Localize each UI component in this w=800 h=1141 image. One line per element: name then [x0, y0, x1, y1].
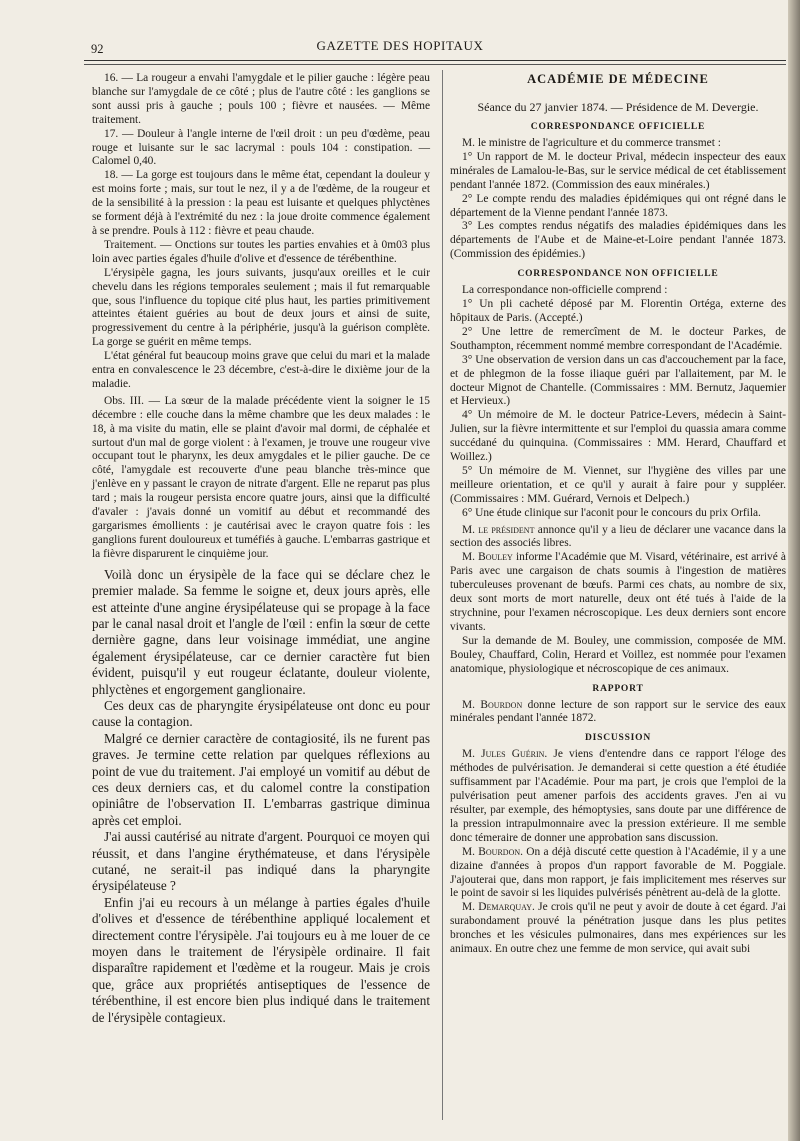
- observation-day-16: 16. — La rougeur a envahi l'amygdale et le pilier gauche : légère peau blanche sur l'amygdale de ce côté ; plus de l'autre côté : les ganglions se sont aussi pris à gauche ; pouls 100 ; fièvre et nausées. — Même traitement.: [92, 72, 430, 126]
- demarquay-remark: M. Demarquay. Je crois qu'il ne peut y avoir de doute à cet égard. J'ai surabondament prouvé la pénétration jusque dans les plus petites bronches et les vésicules pulmonaires, dans mes expériences sur les animaux. En outre chez une femme de mon service, qui avait subi: [450, 901, 787, 956]
- general-state-paragraph: L'état général fut beaucoup moins grave que celui du mari et la malade entra en convalescence le 23 décembre, c'est-à-dire le dixième jour de la maladie.: [92, 350, 430, 390]
- session-heading: Séance du 27 janvier 1874. — Présidence de M. Devergie.: [477, 100, 759, 114]
- unofficial-item-4: 4° Un mémoire de M. le docteur Patrice-Levers, médecin à Saint-Julien, sur la fièvre intermittente et sur l'emploi du quassia amara comme succédané du quinquina. (Commissaires : MM. Herard, Chauffard et Woillez.): [450, 409, 786, 464]
- official-intro: M. le ministre de l'agriculture et du commerce transmet :: [462, 137, 721, 149]
- speaker-name: M. Bourdon: [462, 698, 523, 711]
- unofficial-item-6: 6° Une étude clinique sur l'aconit pour le concours du prix Orfila.: [462, 506, 761, 519]
- official-correspondence-heading: CORRESPONDANCE OFFICIELLE: [530, 122, 706, 132]
- left-column: [92, 72, 430, 1026]
- header-rule: [84, 60, 786, 61]
- contagion-paragraph: Ces deux cas de pharyngite érysipélateuse ont donc eu pour cause la contagion.: [92, 697, 430, 730]
- bouley-report: M. Bouley informe l'Académie que M. Visard, vétérinaire, est arrivé à Paris avec une cargaison de chats soumis à l'ingestion de matières tuberculeuses provenant de bœufs. Parmi ces chats, au nombre de six, deux sont morts de mort naturelle, deux ont été tués à l'aide de la strychnine, pour l'examen nécroscopique. Les deux derniers sont encore vivants.: [450, 551, 786, 633]
- cauterization-paragraph: J'ai aussi cautérisé au nitrate d'argent. Pourquoi ce moyen qui réussit, et dans l'angine érythémateuse, et dans l'érysipèle cutané, ne serait-il pas indiqué dans la pharyngite érysipélateuse ?: [92, 829, 430, 894]
- unofficial-item-1: 1° Un pli cacheté déposé par M. Florentin Ortéga, externe des hôpitaux de Paris. (Accepté.): [450, 298, 786, 324]
- observation-day-17: 17. — Douleur à l'angle interne de l'œil droit : un peu d'œdème, peau rouge et luisante sur le sac lacrymal : pouls 104 : constipation. — Calomel 0,40.: [92, 127, 430, 168]
- column-divider: [442, 70, 443, 1120]
- page-number: 92: [91, 42, 104, 56]
- summary-paragraph: Voilà donc un érysipèle de la face qui se déclare chez le premier malade. Sa femme le soigne et, deux jours après, elle est atteinte d'une angine érysipélateuse qui se propage à la face par le canal nasal droit et l'angle de l'œil : enfin la sœur de cette dernière gagne, dans leur voisinage immédiat, une angine également érysipélateuse, car ce dernier caractère fut bien évident, puisqu'il y eut rougeur éclatante, douleur violente, phlyctènes et engorgement ganglionaire.: [92, 566, 430, 697]
- president-announcement: M. le président annonce qu'il y a lieu de déclarer une vacance dans la section des associés libres.: [450, 523, 787, 550]
- unofficial-intro: La correspondance non-officielle comprend :: [462, 284, 668, 297]
- official-item-1: 1° Un rapport de M. le docteur Prival, médecin inspecteur des eaux minérales de Lamalou-le-Bas, sur le service médical de cet établissement pendant l'année 1872. (Commission des eaux minérales.): [450, 150, 786, 191]
- unofficial-correspondence-heading: CORRESPONDANCE NON OFFICIELLE: [517, 269, 719, 280]
- speaker-name: M. Bourdon.: [462, 845, 523, 858]
- turpentine-paragraph: Enfin j'ai eu recours à un mélange à parties égales d'huile d'olives et d'essence de térébenthine appliqué localement et directement contre l'érysipèle. J'ai toujours eu à me louer de ce moyen dans le traitement de l'érysipèle ordinaire. Il fait disparaître rapidement et l'œdème et la rougeur. Mais je crois que, grâce aux propriétés antiseptiques de l'essence de térébenthine, il est encore bien plus indiqué dans le traitement de l'érysipèle contagieux.: [92, 894, 430, 1025]
- official-item-2: 2° Le compte rendu des maladies épidémiques qui ont régné dans le département de la Vienne pendant l'année 1873.: [450, 192, 786, 219]
- commission-paragraph: Sur la demande de M. Bouley, une commission, composée de MM. Bouley, Chauffard, Colin, Herard et Voillez, est nommée pour l'examen anatomique, physiologique et nécroscopique de ces animaux.: [450, 634, 786, 675]
- treatment-reflection-paragraph: Malgré ce dernier caractère de contagiosité, ils ne furent pas graves. Je termine cette relation par quelques réflexions au point de vue du traitement. J'ai employé un vomitif au début de ces deux derniers cas, et du calomel contre la constipation opiniâtre de l'observation II. L'embarras gastrique diminua après cet emploi.: [92, 730, 430, 828]
- guerin-remark: M. Jules Guérin. Je viens d'entendre dans ce rapport l'éloge des méthodes de pulvérisation. Je demanderai si cette question a été étudiée suffisamment par l'Académie. Pour ma part, je crois que l'emploi de la pulvérisation peut amener parfois des accidents graves. J'en ai vu résulter, par exemple, des hémoptysies, sans doute par une différence de la pression intrapulmonnaire avec la pression extérieure. Il me semble donc témeraire de donner une approbation sans discussion.: [450, 748, 786, 844]
- bourdon-reply: M. Bourdon. On a déjà discuté cette question à l'Académie, il y a une dizaine d'années à propos d'un rapport favorable de M. Poggiale. J'ajouterai que, dans mon rapport, je fais implicitement mes réserves sur le point de savoir si les liquides pulvérisés pénètrent au-delà de la glotte.: [450, 845, 786, 900]
- rapport-heading: RAPPORT: [592, 683, 644, 694]
- header-rule-thin: [84, 64, 786, 65]
- observation-day-18: 18. — La gorge est toujours dans le même état, cependant la douleur y est moins forte ; mais, sur tout le nez, il y a de l'œdème, de la rougeur et de la sensibilité à la pression : la peau est luisante et quelques phlyctènes se forment déjà à l'extrémité du nez : la joue droite commence également à se prendre. Pouls à 112 : fièvre et peau chaude.: [92, 169, 430, 237]
- speaker-name: M. Bouley: [462, 551, 513, 564]
- speaker-name: M. Jules Guérin.: [462, 748, 548, 761]
- running-head: GAZETTE DES HOPITAUX: [316, 38, 484, 53]
- unofficial-item-3: 3° Une observation de version dans un cas d'accouchement par la face, et de phlegmon de la fosse iliaque guéri par l'allaitement, par M. le docteur Mignot de Chantelle. (Commissaires : MM. Bernutz, Jaquemier et Hervieux.): [450, 353, 786, 408]
- treatment-paragraph: Traitement. — Onctions sur toutes les parties envahies et à 0m03 plus loin avec parties égales d'huile d'olive et d'essence de térébenthine.: [92, 238, 430, 265]
- erysipelas-progress-paragraph: L'érysipèle gagna, les jours suivants, jusqu'aux oreilles et le cuir chevelu dans les régions temporales seulement ; mais il fut remarquable que, sous l'influence du topique cité plus haut, les parties primitivement atteintes étaient guéries au bout de deux jours et ainsi de suite, progressivement du centre à la périphérie, jusqu'à la guérison complète. La gorge se guérit en même temps.: [92, 266, 430, 349]
- unofficial-item-2: 2° Une lettre de remercîment de M. le docteur Parkes, de Southampton, récemment nommé membre correspondant de l'Académie.: [450, 325, 786, 352]
- right-column: [450, 72, 786, 957]
- unofficial-item-5: 5° Un mémoire de M. Viennet, sur l'hygiène des villes par une meilleure orientation, et ce qu'il y aurait à faire pour y suppléer. (Commissaires : MM. Guérard, Vernois et Delpech.): [450, 464, 786, 505]
- bourdon-rapport: M. Bourdon donne lecture de son rapport sur le service des eaux minérales pendant l'année 1872.: [450, 698, 786, 725]
- academy-title: ACADÉMIE DE MÉDECINE: [527, 72, 709, 86]
- discussion-heading: DISCUSSION: [584, 733, 652, 744]
- speaker-name: M. le président: [462, 523, 535, 536]
- speaker-name: M. Demarquay.: [462, 901, 535, 914]
- page-edge-shadow: [788, 0, 800, 1141]
- observation-three-paragraph: Obs. III. — La sœur de la malade précédente vient la soigner le 15 décembre : elle couche dans la même chambre que les deux malades : le 18, à ma visite du matin, elle se plaint d'avoir mal dormi, de céphalée et surtout d'un mal de gorge violent : à l'examen, je trouve une rougeur vive occupant tout le pharynx, les deux amygdales et le pilier gauche. De ce côté, l'amygdale est recouverte d'une peau blanche très-mince que j'enlève en y passant le crayon de nitrate d'argent. Elle ne reparut pas plus tard ; mais la rougeur persista encore quatre jours, ainsi que la difficulté d'avaler : j'avais donné un vomitif au début et recommandé des gargarismes émollients : je cautérisai avec le crayon quatre fois : les ganglions furent douloureux et tuméfiés à gauche. L'embarras gastrique et la fièvre disparurent le cinquième jour.: [92, 394, 430, 560]
- official-item-3: 3° Les comptes rendus négatifs des maladies épidémiques dans les départements de l'Aube et de Maine-et-Loire pendant l'année 1873. (Commission des épidémies.): [450, 220, 786, 261]
